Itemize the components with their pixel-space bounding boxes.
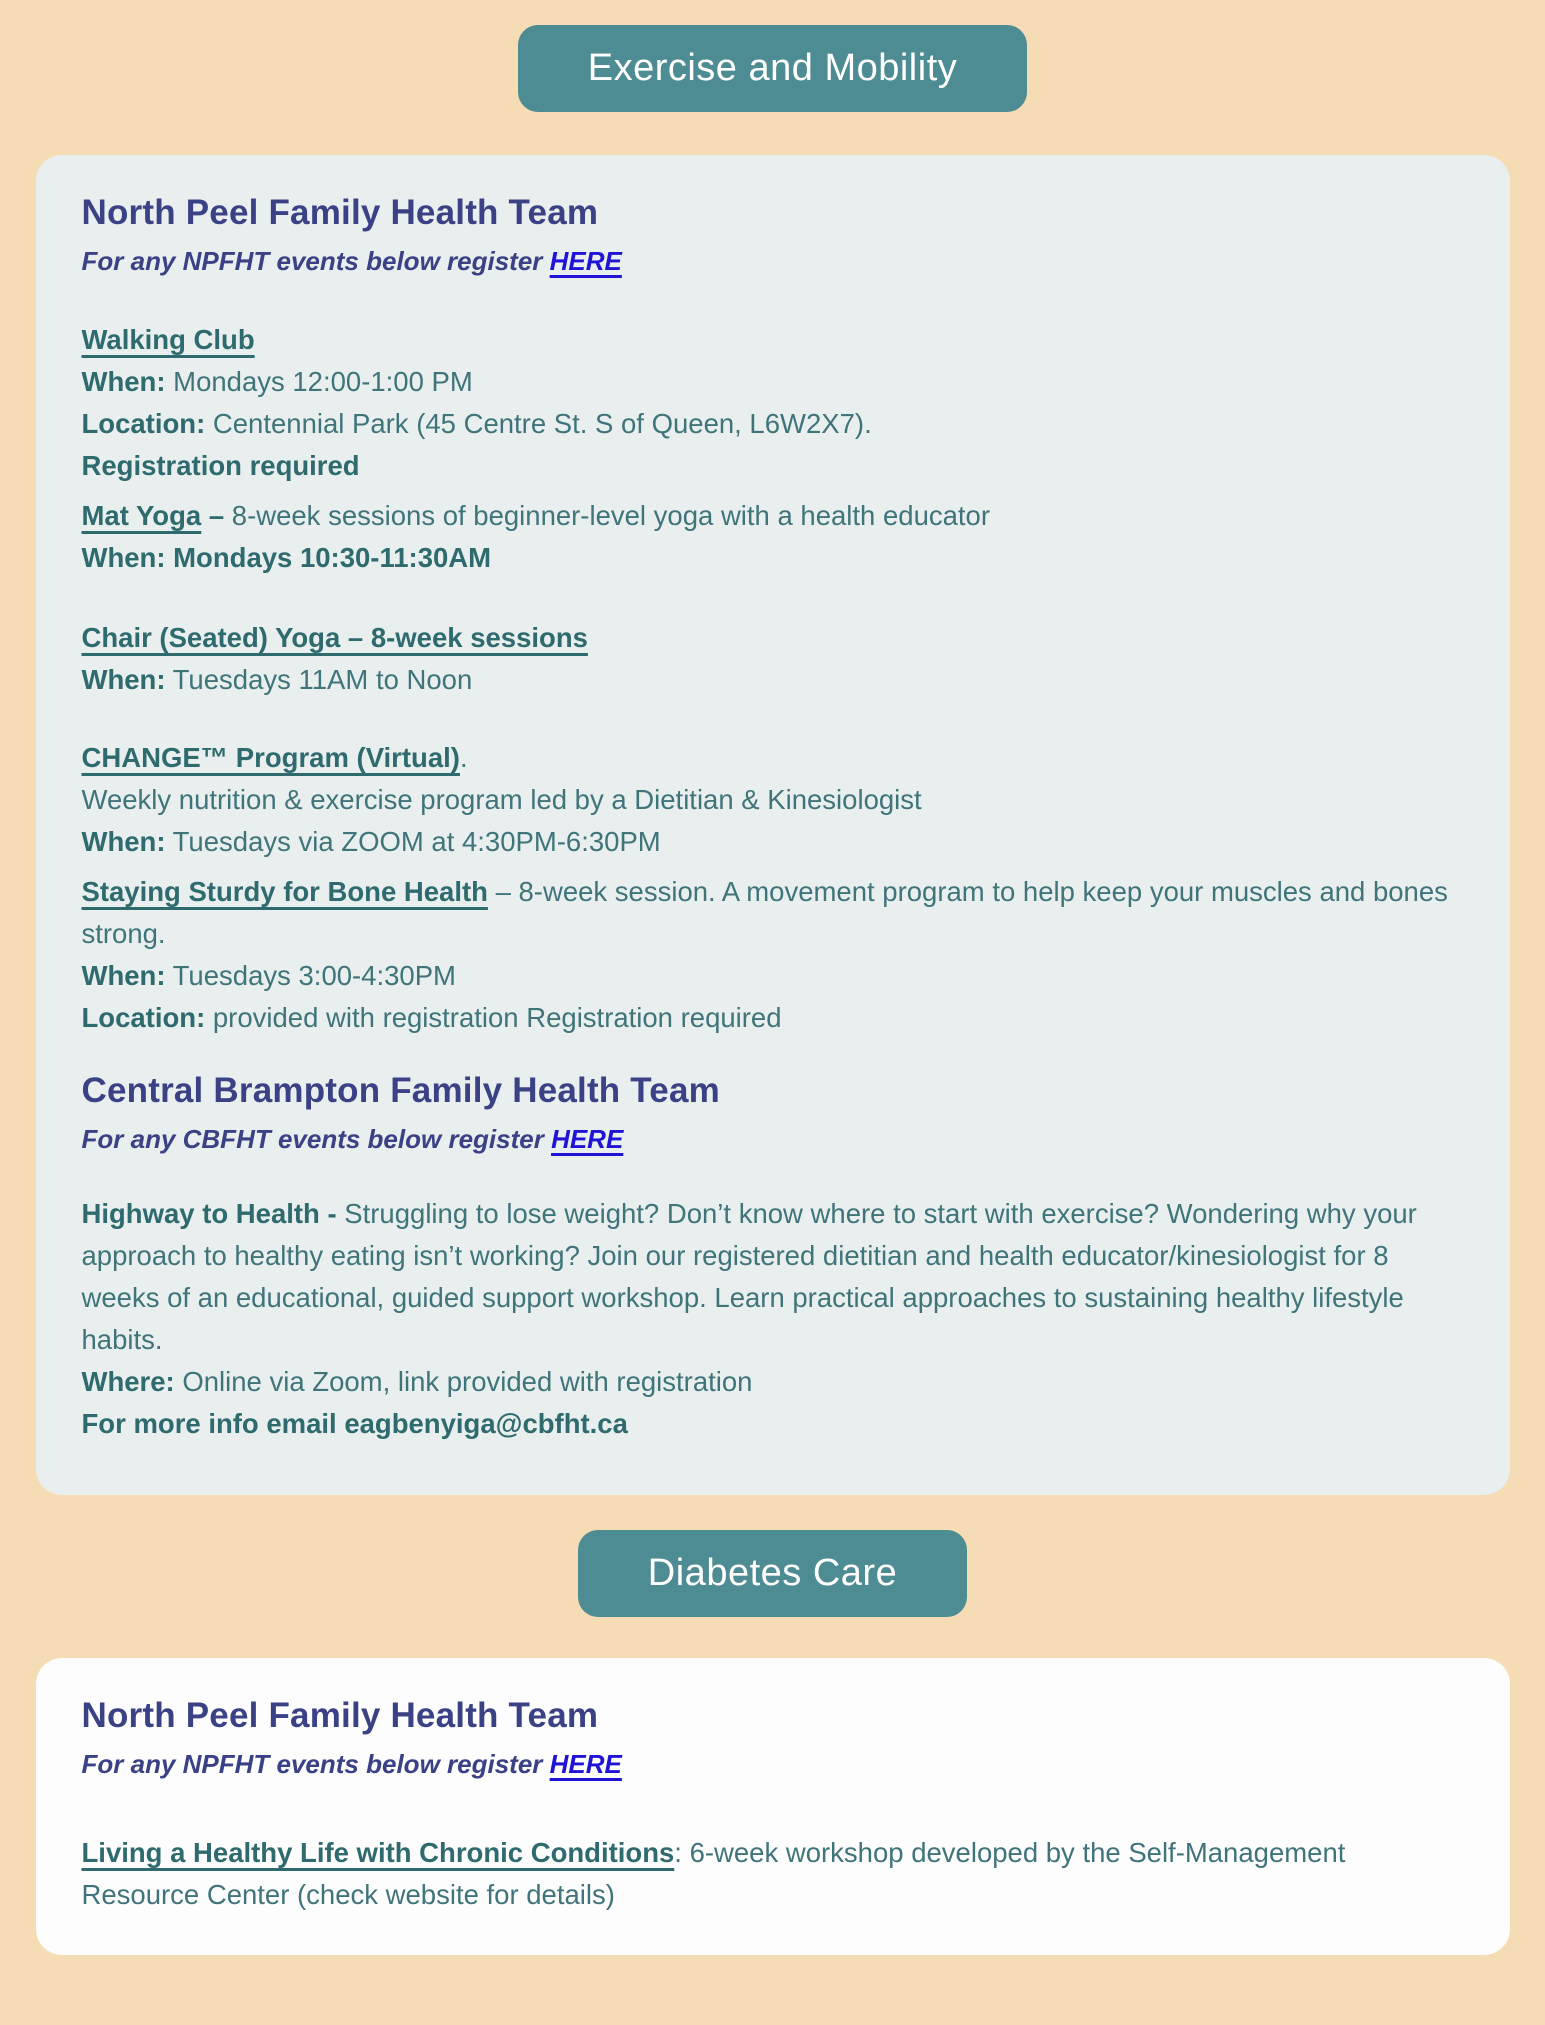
- content-line: [82, 495, 1464, 537]
- text-segment: Location:: [81, 408, 206, 439]
- text-segment: Staying Sturdy for Bone Health: [81, 876, 488, 907]
- content-line: [82, 659, 1464, 701]
- text-segment: For more info email eagbenyiga@cbfht.ca: [81, 1408, 628, 1439]
- text-segment: Location:: [81, 1002, 206, 1033]
- text-segment: Central Brampton Family Health Team: [81, 1071, 720, 1110]
- content-line: [82, 871, 1464, 955]
- team-heading: [82, 191, 1464, 235]
- spacer: [82, 701, 1464, 737]
- spacer: [82, 487, 1464, 495]
- text-segment: Mondays 12:00-1:00 PM: [165, 366, 473, 397]
- content-line: [82, 319, 1464, 361]
- text-segment: When: Mondays 10:30-11:30AM: [81, 542, 492, 573]
- content-line: [82, 1403, 1464, 1445]
- section-badge-exercise: Exercise and Mobility: [518, 25, 1028, 112]
- text-segment: Tuesdays 3:00-4:30PM: [165, 960, 456, 991]
- text-segment: For any NPFHT events below register: [81, 246, 550, 276]
- content-line: [82, 779, 1464, 821]
- spacer: [82, 285, 1464, 319]
- content-line: [82, 821, 1464, 863]
- register-here-link[interactable]: HERE: [549, 246, 622, 276]
- text-segment: CHANGE™ Program (Virtual): [81, 742, 460, 773]
- text-segment: – 8-week session. A movement program to help keep your muscles and bones strong.: [81, 876, 1448, 949]
- text-segment: Where:: [81, 1366, 175, 1397]
- content-line: [82, 955, 1464, 997]
- spacer: [82, 1039, 1464, 1069]
- text-segment: Highway to Health -: [81, 1198, 337, 1229]
- spacer: [82, 1788, 1464, 1832]
- text-segment: Centennial Park (45 Centre St. S of Queen, L6W2X7).: [205, 408, 872, 439]
- register-here-link[interactable]: HERE: [551, 1124, 624, 1154]
- text-segment: When:: [81, 664, 166, 695]
- text-segment: provided with registration Registration required: [205, 1002, 782, 1033]
- text-segment: North Peel Family Health Team: [81, 193, 599, 232]
- spacer: [82, 579, 1464, 617]
- team-heading: [82, 1694, 1464, 1738]
- text-segment: North Peel Family Health Team: [81, 1696, 599, 1735]
- content-line: [82, 1832, 1464, 1916]
- text-segment: Living a Healthy Life with Chronic Conditions: [81, 1837, 675, 1868]
- text-segment: Chair (Seated) Yoga – 8-week sessions: [81, 622, 588, 653]
- text-segment: Online via Zoom, link provided with registration: [174, 1366, 753, 1397]
- register-subtitle: [82, 1121, 1464, 1157]
- content-line: [82, 737, 1464, 779]
- text-segment: 8-week sessions of beginner-level yoga with a health educator: [231, 500, 991, 531]
- text-segment: Struggling to lose weight? Don’t know where to start with exercise? Wondering why your approach to healthy eating isn’t working? Join our registered dietitian and health educator/kinesiologist for 8 weeks of an educational, guided support workshop. Learn practical approaches to sustaining healthy lifestyle habits.: [81, 1198, 1417, 1355]
- text-segment: Tuesdays via ZOOM at 4:30PM-6:30PM: [165, 826, 661, 857]
- content-line: [82, 1193, 1464, 1361]
- text-segment: Tuesdays 11AM to Noon: [165, 664, 473, 695]
- content-line: [82, 445, 1464, 487]
- register-subtitle: [82, 243, 1464, 279]
- spacer: [82, 863, 1464, 871]
- register-here-link[interactable]: HERE: [549, 1749, 622, 1779]
- text-segment: –: [201, 500, 232, 531]
- text-segment: Registration required: [81, 450, 360, 481]
- content-line: [82, 997, 1464, 1039]
- diabetes-card: [36, 1658, 1510, 1955]
- content-line: [82, 617, 1464, 659]
- content-line: [82, 537, 1464, 579]
- text-segment: Weekly nutrition & exercise program led by a Dietitian & Kinesiologist: [81, 784, 922, 815]
- content-line: [82, 361, 1464, 403]
- content-line: [82, 1361, 1464, 1403]
- exercise-card: [36, 155, 1510, 1495]
- text-segment: When:: [81, 366, 166, 397]
- text-segment: When:: [81, 960, 166, 991]
- text-segment: For any NPFHT events below register: [81, 1749, 550, 1779]
- text-segment: : 6-week workshop developed by the Self-Management Resource Center (check website for details): [81, 1837, 1346, 1910]
- text-segment: When:: [81, 826, 166, 857]
- text-segment: .: [459, 742, 468, 773]
- section-badge-diabetes: Diabetes Care: [578, 1530, 967, 1617]
- content-line: [82, 403, 1464, 445]
- spacer: [82, 1163, 1464, 1193]
- team-heading: [82, 1069, 1464, 1113]
- register-subtitle: [82, 1746, 1464, 1782]
- text-segment: Mat Yoga: [81, 500, 202, 531]
- text-segment: For any CBFHT events below register: [81, 1124, 552, 1154]
- text-segment: Walking Club: [81, 324, 255, 355]
